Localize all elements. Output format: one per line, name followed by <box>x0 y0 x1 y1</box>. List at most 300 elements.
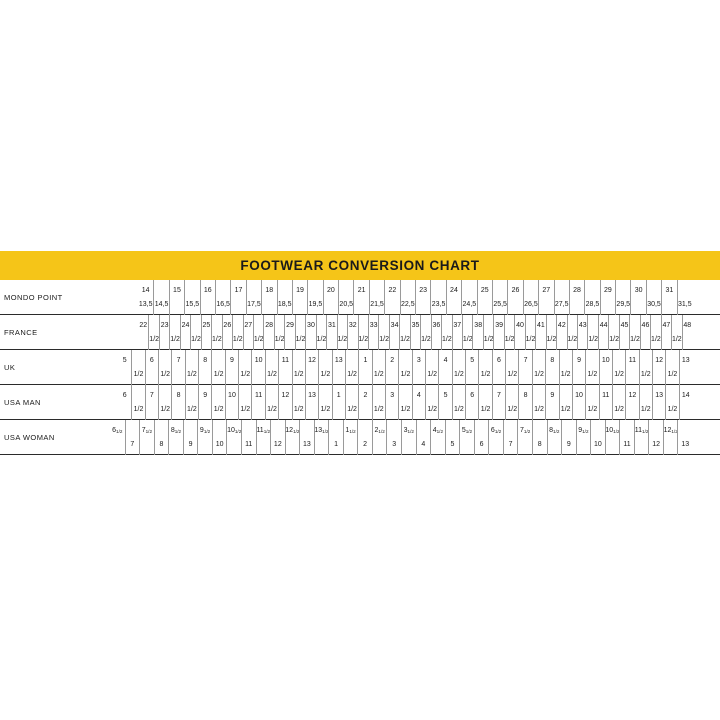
size-cell <box>682 315 692 350</box>
cell-lower-value: 1/2 <box>160 370 171 378</box>
size-cell <box>646 280 661 315</box>
size-cell <box>197 420 212 455</box>
size-cell <box>305 315 315 350</box>
cell-upper-value: 22 <box>388 287 397 294</box>
size-cell <box>368 315 378 350</box>
size-cell <box>372 350 385 385</box>
cell-upper-value: 25 <box>202 322 211 329</box>
size-cell <box>118 350 131 385</box>
cell-lower-value: 1/2 <box>267 370 277 378</box>
cell-upper-value: 5 <box>470 357 475 364</box>
cell-upper-value: 24 <box>181 322 190 329</box>
size-cell <box>425 350 438 385</box>
cell-upper-value: 16 <box>203 287 212 294</box>
cell-upper-value: 23 <box>160 322 169 329</box>
size-cell <box>328 420 343 455</box>
cell-lower-value: 1/2 <box>400 335 410 343</box>
size-cell <box>125 420 140 455</box>
size-cell <box>559 350 572 385</box>
cell-lower-value: 11 <box>623 440 631 448</box>
row-label: USA WOMAN <box>4 433 55 442</box>
cell-lower-value: 9 <box>188 440 193 448</box>
table-row <box>0 420 720 455</box>
cell-lower-value: 1/2 <box>441 335 452 343</box>
cell-upper-value: 35 <box>411 322 420 329</box>
size-cell <box>307 280 322 315</box>
cell-lower-value: 16,5 <box>216 300 230 308</box>
size-cell <box>158 350 171 385</box>
cell-upper-value: 11 1/2 <box>256 427 271 435</box>
size-cell <box>600 280 615 315</box>
size-cell <box>438 350 451 385</box>
cell-upper-value: 42 <box>557 322 566 329</box>
cell-lower-value: 1/2 <box>640 370 651 378</box>
size-cell <box>639 350 652 385</box>
cell-upper-value: 8 <box>550 357 555 364</box>
cell-upper-value: 21 <box>357 287 366 294</box>
row-label: MONDO POINT <box>4 293 63 302</box>
cell-lower-value: 18,5 <box>277 300 292 308</box>
cell-upper-value: 10 1/2 <box>605 427 620 435</box>
size-cell <box>251 350 264 385</box>
size-cell <box>369 280 384 315</box>
cell-lower-value: 13,5 <box>138 300 153 308</box>
cell-upper-value: 5 <box>443 392 448 399</box>
cell-lower-value: 1/2 <box>191 335 201 343</box>
cell-lower-value: 1/2 <box>504 335 515 343</box>
cell-lower-value: 1/2 <box>614 370 624 378</box>
cell-upper-value: 29 <box>286 322 294 329</box>
cell-lower-value: 14,5 <box>154 300 169 308</box>
row-label: UK <box>4 363 16 372</box>
size-cell <box>292 350 305 385</box>
size-cell <box>314 420 329 455</box>
size-cell <box>171 385 184 420</box>
cell-upper-value: 7 <box>496 392 501 399</box>
cell-upper-value: 19 <box>296 287 304 294</box>
cell-upper-value: 22 <box>139 322 148 329</box>
cell-upper-value: 33 <box>369 322 378 329</box>
size-cell <box>679 385 692 420</box>
size-cell <box>198 385 211 420</box>
cell-upper-value: 2 <box>390 357 395 364</box>
size-cell <box>284 315 294 350</box>
cell-upper-value: 6 1/2 <box>490 427 502 435</box>
cell-lower-value: 1/2 <box>614 405 624 413</box>
size-cell <box>347 315 357 350</box>
size-cell <box>148 315 158 350</box>
cell-upper-value: 13 <box>308 392 316 399</box>
cell-upper-value: 7 <box>176 357 181 364</box>
size-cell <box>599 350 612 385</box>
row-cells <box>100 420 720 455</box>
size-cell <box>640 315 650 350</box>
cell-lower-value: 10 <box>594 440 602 448</box>
size-cell <box>625 350 638 385</box>
cell-upper-value: 6 1/2 <box>112 427 123 435</box>
cell-lower-value: 1/2 <box>212 335 222 343</box>
size-cell <box>452 385 465 420</box>
size-cell <box>652 385 665 420</box>
size-cell <box>663 420 678 455</box>
cell-lower-value: 31,5 <box>677 300 692 308</box>
size-cell <box>474 420 489 455</box>
cell-upper-value: 41 <box>537 322 545 329</box>
size-cell <box>561 420 576 455</box>
size-cell <box>590 420 605 455</box>
cell-lower-value: 1/2 <box>337 335 348 343</box>
size-cell <box>523 280 538 315</box>
cell-upper-value: 15 <box>173 287 181 294</box>
cell-lower-value: 1/2 <box>133 370 144 378</box>
cell-lower-value: 1/2 <box>400 405 411 413</box>
size-cell <box>345 385 358 420</box>
chart-title-bar <box>0 251 720 280</box>
size-cell <box>253 315 263 350</box>
size-cell <box>585 385 598 420</box>
cell-upper-value: 10 <box>228 392 236 399</box>
cell-upper-value: 14 <box>681 392 690 399</box>
cell-lower-value: 1/2 <box>560 405 571 413</box>
cell-lower-value: 13 <box>303 440 311 448</box>
size-cell <box>639 385 652 420</box>
cell-lower-value: 28,5 <box>585 300 600 308</box>
size-cell <box>131 385 144 420</box>
size-cell <box>285 420 300 455</box>
cell-lower-value: 1/2 <box>316 335 327 343</box>
cell-lower-value: 1/2 <box>534 370 544 378</box>
cell-upper-value: 12 <box>281 392 290 399</box>
size-cell <box>305 350 318 385</box>
table-row <box>0 280 720 315</box>
size-cell <box>472 315 482 350</box>
cell-lower-value: 29,5 <box>616 300 631 308</box>
size-cell <box>415 280 430 315</box>
cell-lower-value: 15,5 <box>185 300 200 308</box>
size-cell <box>232 315 242 350</box>
size-cell <box>180 315 190 350</box>
cell-upper-value: 8 <box>203 357 208 364</box>
cell-upper-value: 26 <box>223 322 232 329</box>
size-cell <box>225 350 238 385</box>
cell-upper-value: 3 <box>390 392 395 399</box>
size-cell <box>198 350 211 385</box>
cell-upper-value: 46 <box>641 322 650 329</box>
size-cell <box>159 315 169 350</box>
cell-lower-value: 6 <box>479 440 484 448</box>
cell-lower-value: 1/2 <box>320 405 331 413</box>
cell-upper-value: 6 <box>496 357 501 364</box>
cell-upper-value: 6 <box>122 392 127 399</box>
cell-upper-value: 40 <box>516 322 524 329</box>
cell-upper-value: 13 <box>681 357 690 364</box>
size-cell <box>398 385 411 420</box>
size-cell <box>532 420 547 455</box>
size-cell <box>171 350 184 385</box>
cell-lower-value: 8 <box>159 440 164 448</box>
size-cell <box>305 385 318 420</box>
size-cell <box>554 280 569 315</box>
size-cell <box>505 385 518 420</box>
size-cell <box>185 385 198 420</box>
size-cell <box>483 315 493 350</box>
cell-upper-value: 5 <box>122 357 127 364</box>
cell-upper-value: 38 <box>474 322 483 329</box>
size-cell <box>420 315 430 350</box>
size-cell <box>478 385 491 420</box>
cell-lower-value: 1/2 <box>587 405 598 413</box>
size-cell <box>332 385 345 420</box>
size-cell <box>412 385 425 420</box>
cell-upper-value: 1 <box>336 392 341 399</box>
cell-upper-value: 27 <box>244 322 253 329</box>
cell-upper-value: 39 <box>495 322 503 329</box>
size-cell <box>615 280 630 315</box>
size-cell <box>211 315 221 350</box>
row-cells <box>100 350 720 385</box>
row-cells <box>100 315 720 350</box>
size-cell <box>430 280 445 315</box>
size-cell <box>430 420 445 455</box>
size-cell <box>518 350 531 385</box>
cell-upper-value: 13 <box>655 392 664 399</box>
cell-upper-value: 14 <box>141 287 150 294</box>
cell-lower-value: 25,5 <box>493 300 507 308</box>
cell-lower-value: 22,5 <box>400 300 415 308</box>
size-cell <box>577 315 587 350</box>
size-cell <box>343 420 358 455</box>
size-cell <box>385 350 398 385</box>
cell-lower-value: 1/2 <box>454 405 464 413</box>
size-cell <box>215 280 230 315</box>
size-cell <box>292 280 307 315</box>
size-cell <box>412 350 425 385</box>
cell-upper-value: 37 <box>453 322 462 329</box>
cell-lower-value: 12 <box>652 440 661 448</box>
size-cell <box>650 315 660 350</box>
size-cell <box>400 280 415 315</box>
cell-upper-value: 11 <box>255 392 263 399</box>
size-cell <box>517 420 532 455</box>
size-cell <box>278 350 291 385</box>
size-cell <box>372 420 387 455</box>
size-cell <box>316 315 326 350</box>
cell-upper-value: 28 <box>573 287 581 294</box>
size-cell <box>556 315 566 350</box>
size-cell <box>661 315 671 350</box>
size-cell <box>153 280 168 315</box>
size-cell <box>410 315 420 350</box>
size-cell <box>372 385 385 420</box>
cell-upper-value: 30 <box>634 287 643 294</box>
size-cell <box>503 420 518 455</box>
cell-upper-value: 26 <box>511 287 520 294</box>
size-cell <box>318 350 331 385</box>
cell-lower-value: 1/2 <box>400 370 411 378</box>
size-cell <box>338 280 353 315</box>
size-cell <box>547 420 562 455</box>
size-cell <box>225 385 238 420</box>
size-cell <box>532 350 545 385</box>
cell-lower-value: 1/2 <box>149 335 160 343</box>
cell-lower-value: 1/2 <box>480 370 491 378</box>
size-cell <box>200 280 215 315</box>
cell-upper-value: 7 <box>523 357 528 364</box>
cell-upper-value: 1 <box>363 357 368 364</box>
size-cell <box>345 350 358 385</box>
size-cell <box>608 315 618 350</box>
cell-lower-value: 1/2 <box>320 370 331 378</box>
size-cell <box>569 280 584 315</box>
cell-lower-value: 2 <box>363 440 368 448</box>
cell-upper-value: 31 <box>327 322 336 329</box>
cell-lower-value: 1/2 <box>560 370 571 378</box>
size-cell <box>238 385 251 420</box>
cell-lower-value: 4 <box>421 440 426 448</box>
cell-upper-value: 28 <box>265 322 274 329</box>
size-cell <box>230 280 245 315</box>
size-cell <box>318 385 331 420</box>
cell-lower-value: 7 <box>130 440 135 448</box>
cell-lower-value: 10 <box>215 440 224 448</box>
cell-lower-value: 1/2 <box>187 370 197 378</box>
cell-upper-value: 47 <box>662 322 671 329</box>
cell-upper-value: 10 1/2 <box>227 427 242 435</box>
size-cell <box>518 385 531 420</box>
size-cell <box>138 280 153 315</box>
size-cell <box>158 385 171 420</box>
size-cell <box>452 350 465 385</box>
cell-lower-value: 27,5 <box>554 300 569 308</box>
size-cell <box>110 420 125 455</box>
cell-lower-value: 1/2 <box>667 405 678 413</box>
size-cell <box>465 385 478 420</box>
cell-lower-value: 20,5 <box>339 300 354 308</box>
cell-upper-value: 8 <box>176 392 181 399</box>
cell-upper-value: 7 1/2 <box>520 427 531 435</box>
size-cell <box>190 315 200 350</box>
row-cells <box>100 385 720 420</box>
cell-upper-value: 30 <box>307 322 315 329</box>
size-cell <box>514 315 524 350</box>
size-cell <box>677 280 692 315</box>
cell-upper-value: 12 <box>308 357 316 364</box>
size-cell <box>337 315 347 350</box>
size-cell <box>277 280 292 315</box>
cell-lower-value: 1/2 <box>133 405 144 413</box>
size-cell <box>238 350 251 385</box>
cell-upper-value: 20 <box>326 287 335 294</box>
cell-upper-value: 25 <box>480 287 489 294</box>
size-cell <box>452 315 462 350</box>
size-cell <box>459 420 474 455</box>
size-cell <box>384 280 399 315</box>
cell-lower-value: 1/2 <box>347 370 357 378</box>
size-cell <box>389 315 399 350</box>
cell-upper-value: 9 <box>577 357 581 364</box>
cell-lower-value: 8 <box>537 440 542 448</box>
cell-upper-value: 43 <box>578 322 587 329</box>
cell-upper-value: 9 <box>203 392 208 399</box>
cell-upper-value: 10 <box>254 357 263 364</box>
size-cell <box>599 385 612 420</box>
size-cell <box>629 315 639 350</box>
cell-lower-value: 1/2 <box>347 405 357 413</box>
size-cell <box>488 420 503 455</box>
size-cell <box>295 315 305 350</box>
size-cell <box>648 420 663 455</box>
size-cell <box>251 385 264 420</box>
cell-lower-value: 1/2 <box>253 335 264 343</box>
conversion-table <box>0 280 720 455</box>
size-cell <box>292 385 305 420</box>
cell-lower-value: 1/2 <box>160 405 171 413</box>
size-cell <box>546 315 556 350</box>
size-cell <box>211 350 224 385</box>
cell-lower-value: 1/2 <box>373 405 384 413</box>
size-cell <box>358 350 371 385</box>
size-cell <box>353 280 368 315</box>
cell-lower-value: 1/2 <box>293 405 304 413</box>
page-title: FOOTWEAR CONVERSION CHART <box>240 258 480 273</box>
size-cell <box>431 315 441 350</box>
cell-lower-value: 23,5 <box>431 300 446 308</box>
cell-upper-value: 1 1/2 <box>345 427 356 435</box>
size-cell <box>425 385 438 420</box>
cell-upper-value: 11 <box>628 357 637 364</box>
cell-lower-value: 1/2 <box>170 335 180 343</box>
cell-lower-value: 1/2 <box>588 335 599 343</box>
size-cell <box>154 420 169 455</box>
cell-upper-value: 12 1/2 <box>285 427 300 435</box>
cell-upper-value: 12 <box>628 392 637 399</box>
size-cell <box>265 350 278 385</box>
size-cell <box>274 315 284 350</box>
cell-upper-value: 4 <box>416 392 421 399</box>
table-row <box>0 385 720 420</box>
cell-upper-value: 9 <box>230 357 234 364</box>
cell-upper-value: 27 <box>542 287 551 294</box>
cell-lower-value: 1/2 <box>240 405 251 413</box>
cell-upper-value: 3 1/2 <box>403 427 414 435</box>
cell-lower-value: 1/2 <box>567 335 578 343</box>
size-cell <box>493 315 503 350</box>
cell-lower-value: 1/2 <box>507 405 518 413</box>
size-cell <box>168 420 183 455</box>
size-cell <box>677 420 692 455</box>
size-cell <box>605 420 620 455</box>
size-cell <box>576 420 591 455</box>
size-cell <box>661 280 676 315</box>
size-cell <box>525 315 535 350</box>
size-cell <box>357 420 372 455</box>
size-cell <box>619 315 629 350</box>
cell-upper-value: 2 1/2 <box>374 427 385 435</box>
cell-lower-value: 1/2 <box>213 405 224 413</box>
size-cell <box>545 350 558 385</box>
cell-lower-value: 1/2 <box>587 370 598 378</box>
cell-upper-value: 9 1/2 <box>578 427 589 435</box>
size-cell <box>461 280 476 315</box>
size-cell <box>445 420 460 455</box>
cell-lower-value: 1/2 <box>240 370 251 378</box>
cell-lower-value: 1/2 <box>651 335 661 343</box>
cell-upper-value: 6 <box>149 357 154 364</box>
size-cell <box>492 385 505 420</box>
size-cell <box>261 280 276 315</box>
size-cell <box>222 315 232 350</box>
size-cell <box>263 315 273 350</box>
